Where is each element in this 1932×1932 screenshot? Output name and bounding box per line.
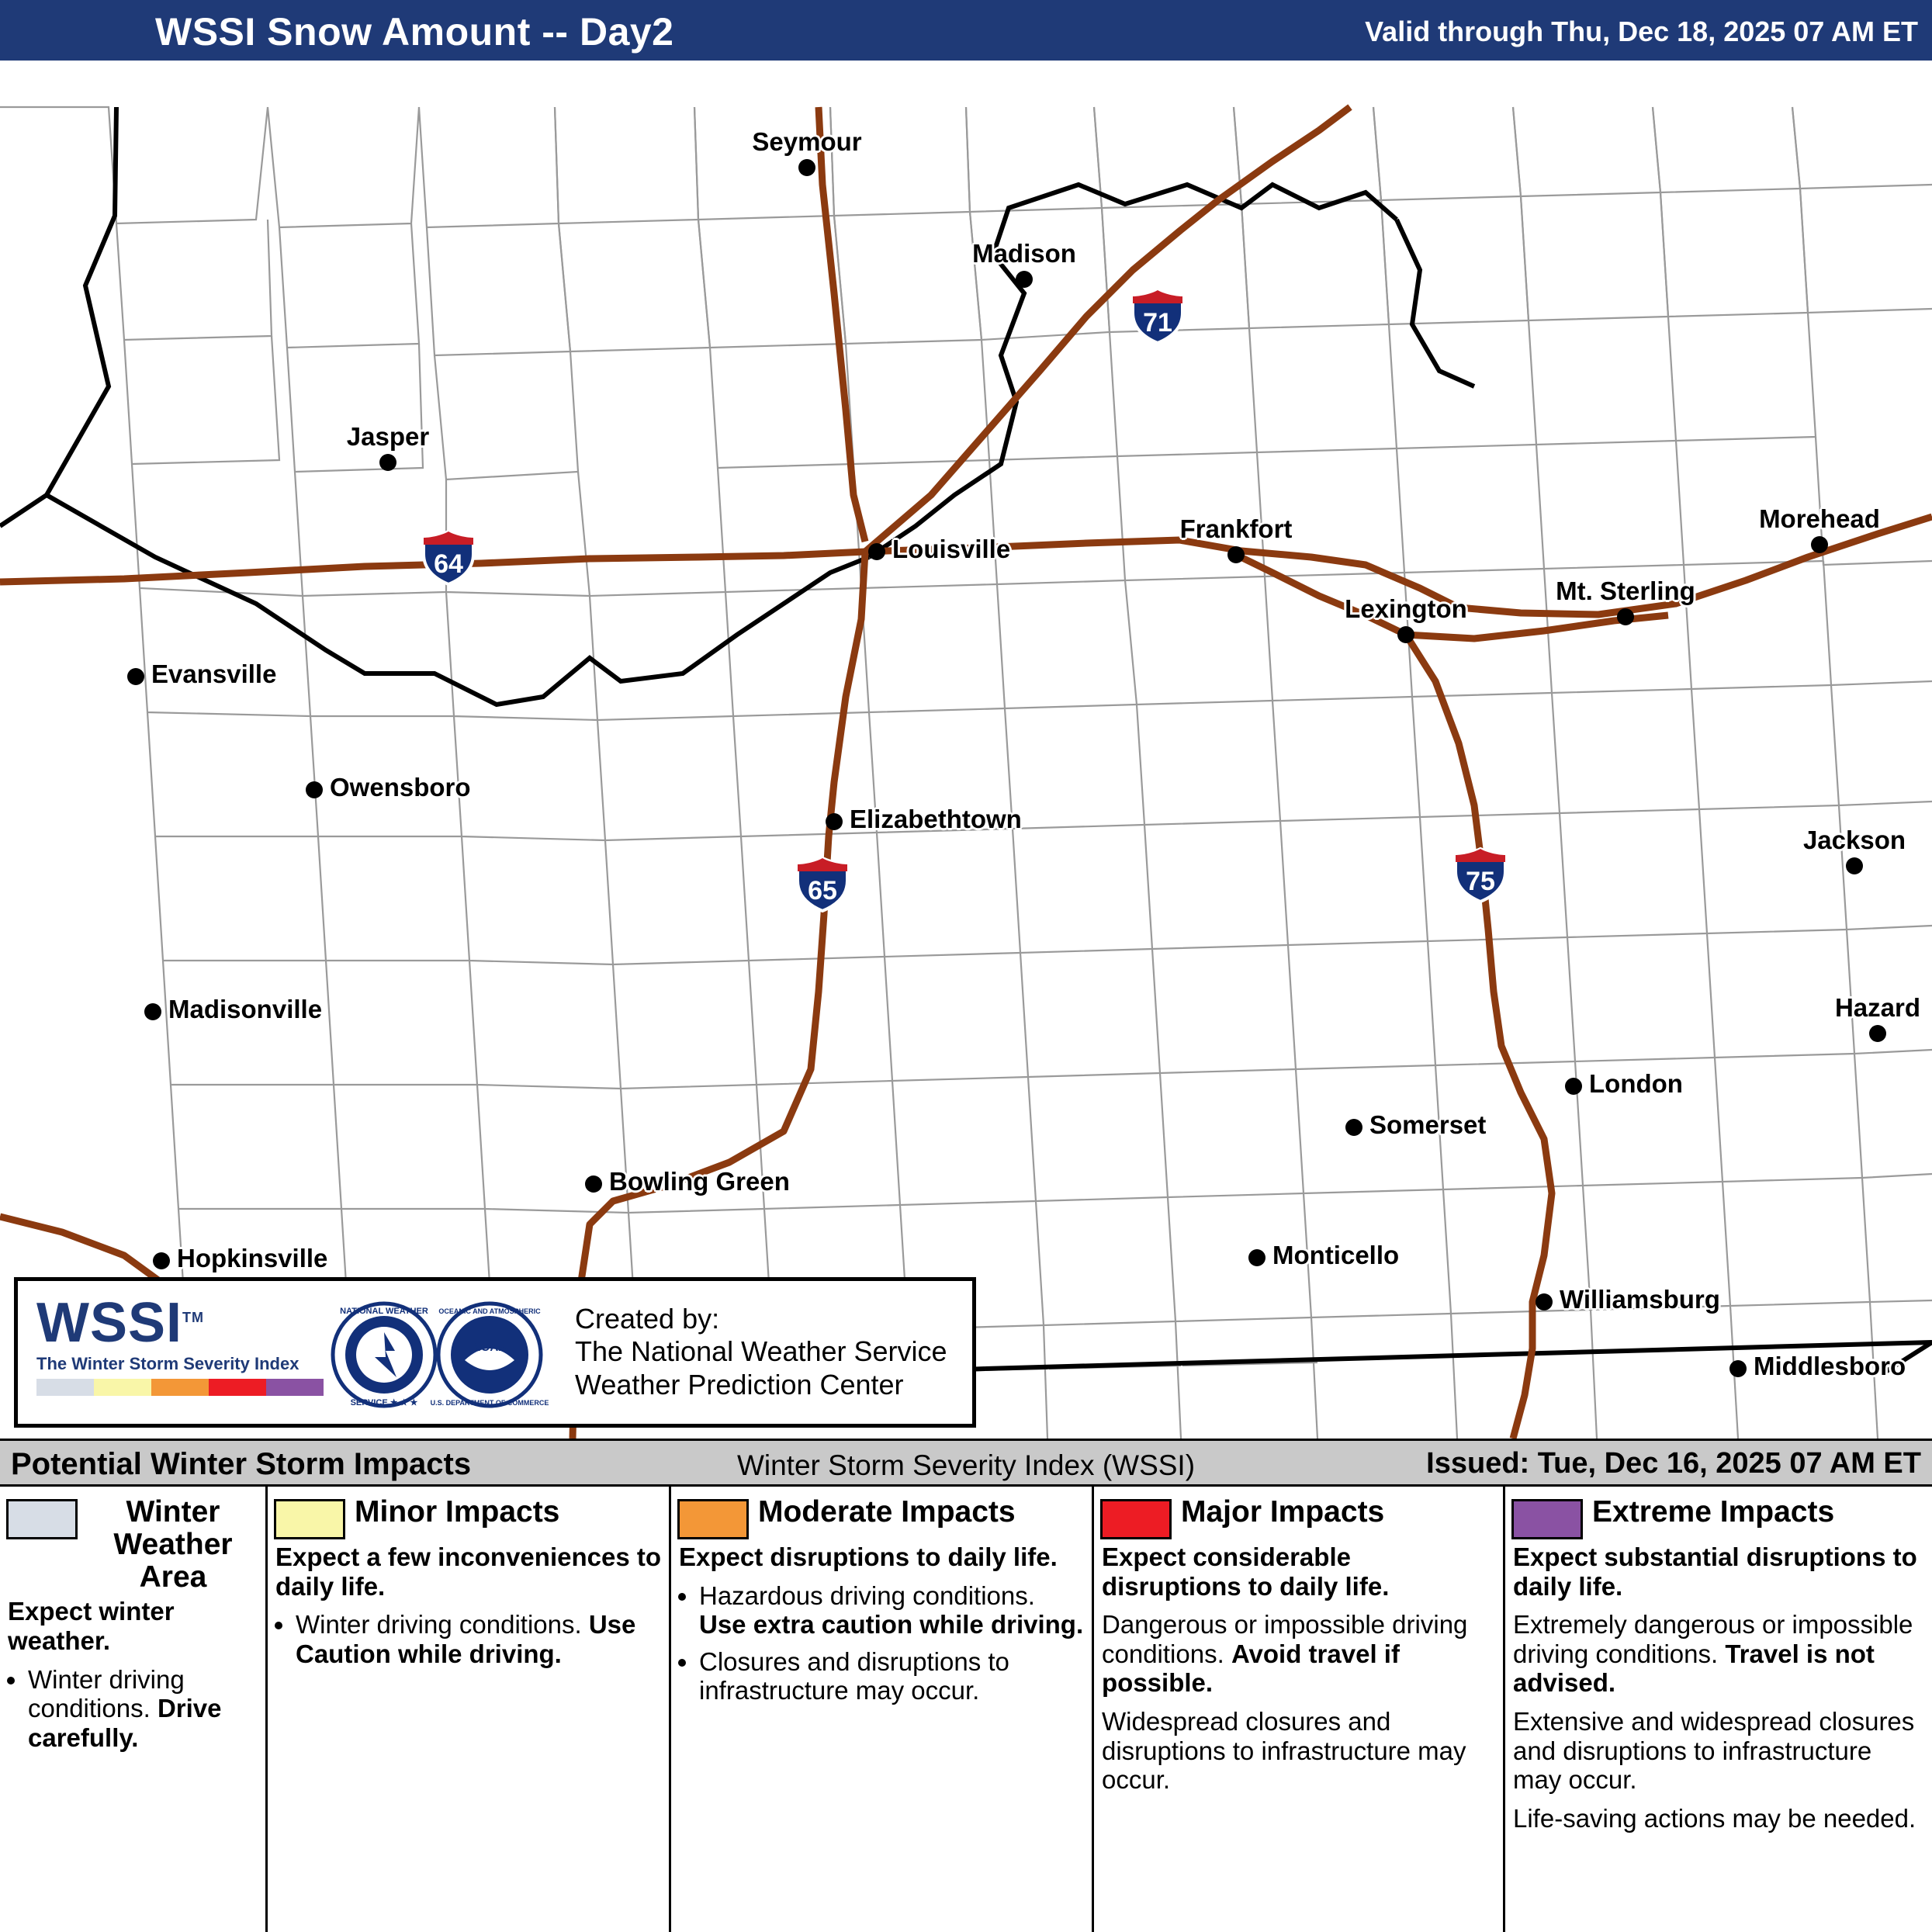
legend-paragraph: Extremely dangerous or impossible driving conditions. Travel is not advised. — [1513, 1610, 1913, 1698]
city-dot — [1016, 271, 1033, 288]
city-dot — [826, 813, 843, 830]
city-label: Monticello — [1272, 1241, 1400, 1269]
impact-legend — [0, 1487, 1932, 1932]
impacts-title-bar — [0, 1439, 1932, 1487]
shield-number: 71 — [1143, 308, 1172, 338]
wssi-logo — [36, 1292, 324, 1396]
city-dot — [1227, 546, 1245, 563]
city-label: Bowling Green — [609, 1167, 790, 1196]
legend-header — [671, 1487, 1092, 1539]
city-dot — [1345, 1119, 1362, 1136]
legend-swatch-winter-weather-area — [6, 1499, 78, 1539]
city-dot — [306, 781, 323, 798]
legend-body — [1505, 1539, 1932, 1833]
city-label: Middlesboro — [1754, 1352, 1906, 1380]
interstate-shield-64[interactable] — [420, 529, 477, 587]
city-label: Hopkinsville — [177, 1244, 328, 1272]
page-title: WSSI Snow Amount -- Day2 — [155, 10, 674, 54]
legend-swatch-minor-impacts — [274, 1499, 345, 1539]
legend-bullet: • Winter driving conditions. Drive carefully. — [28, 1665, 258, 1753]
legend-bullet: • Hazardous driving conditions. Use extra caution while driving. — [699, 1581, 1084, 1639]
city-label: Williamsburg — [1560, 1285, 1720, 1314]
legend-column-major-impacts — [1094, 1487, 1505, 1932]
created-by-line-2: The National Weather Service — [575, 1335, 947, 1368]
city-label: Jasper — [346, 422, 430, 451]
created-by-line-3: Weather Prediction Center — [575, 1368, 904, 1401]
legend-paragraph: Extensive and widespread closures and disruptions to infrastructure may occur. — [1513, 1707, 1915, 1795]
scale-swatch-moderate — [151, 1379, 209, 1396]
city-dot — [153, 1252, 170, 1269]
city-label: Elizabethtown — [850, 805, 1022, 833]
city-label: Louisville — [892, 535, 1011, 563]
legend-heading: Major Impacts — [1181, 1495, 1385, 1529]
city-dot — [1248, 1249, 1265, 1266]
city-label: Hazard — [1834, 993, 1921, 1022]
city-dot — [1536, 1293, 1553, 1311]
city-label: Madisonville — [168, 995, 323, 1023]
legend-lead: Expect substantial disruptions to daily life. — [1513, 1542, 1917, 1601]
city-dot — [798, 159, 815, 176]
scale-swatch-minor — [94, 1379, 151, 1396]
city-label: Lexington — [1345, 594, 1467, 623]
created-by-text — [575, 1303, 947, 1401]
legend-header — [0, 1487, 265, 1594]
trademark-mark: TM — [182, 1310, 205, 1325]
city-dot — [1846, 857, 1863, 874]
city-label: London — [1589, 1069, 1683, 1098]
legend-paragraph: Life-saving actions may be needed. — [1513, 1803, 1916, 1833]
legend-header — [1094, 1487, 1503, 1539]
city-label: Mt. Sterling — [1556, 576, 1695, 605]
legend-body — [1094, 1539, 1503, 1795]
legend-swatch-extreme-impacts — [1511, 1499, 1583, 1539]
wssi-subtitle: Winter Storm Severity Index (WSSI) — [736, 1449, 1196, 1481]
legend-body — [268, 1539, 669, 1668]
legend-bullet: • Closures and disruptions to infrastructure may occur. — [699, 1647, 1084, 1705]
city-dot — [379, 454, 396, 471]
legend-body — [0, 1594, 265, 1752]
city-label: Frankfort — [1179, 514, 1293, 543]
legend-bullet: • Winter driving conditions. Use Caution while driving. — [296, 1610, 661, 1668]
legend-header — [1505, 1487, 1932, 1539]
city-dot — [127, 668, 144, 685]
shield-number: 75 — [1466, 867, 1495, 896]
city-dot — [1729, 1360, 1747, 1377]
city-dot — [1811, 536, 1828, 553]
svg-text:SERVICE ★ ★ ★: SERVICE ★ ★ ★ — [350, 1398, 418, 1407]
legend-heading: Winter Weather Area — [113, 1495, 233, 1594]
city-label: Somerset — [1369, 1110, 1487, 1139]
legend-swatch-moderate-impacts — [677, 1499, 749, 1539]
svg-text:NATIONAL WEATHER: NATIONAL WEATHER — [340, 1307, 428, 1316]
shield-number: 64 — [434, 549, 463, 579]
interstate-shield-71[interactable] — [1129, 288, 1186, 345]
legend-lead: Expect a few inconveniences to daily life. — [275, 1542, 661, 1601]
legend-bullets — [275, 1610, 661, 1668]
issued-text: Issued: Tue, Dec 16, 2025 07 AM ET — [1426, 1447, 1921, 1480]
wssi-credit-box — [14, 1277, 976, 1428]
impacts-heading: Potential Winter Storm Impacts — [11, 1447, 472, 1481]
city-label: Madison — [972, 239, 1076, 268]
map-geography — [0, 61, 1932, 1439]
city-dot — [1617, 608, 1634, 625]
city-dot — [1869, 1025, 1886, 1042]
interstate-shield-75[interactable] — [1452, 847, 1509, 904]
noaa-seal-icon — [431, 1304, 549, 1407]
legend-lead: Expect winter weather. — [8, 1597, 175, 1655]
wssi-wordmark: WSSI™ — [36, 1292, 205, 1354]
legend-lead: Expect disruptions to daily life. — [679, 1542, 1058, 1571]
seal-group-icon — [328, 1297, 561, 1413]
legend-swatch-major-impacts — [1100, 1499, 1172, 1539]
legend-paragraph: Widespread closures and disruptions to infrastructure may occur. — [1102, 1707, 1466, 1795]
scale-swatch-winter-weather — [36, 1379, 94, 1396]
legend-heading: Extreme Impacts — [1592, 1495, 1835, 1529]
legend-paragraph: Dangerous or impossible driving conditions. Avoid travel if possible. — [1102, 1610, 1468, 1698]
header-bar — [0, 0, 1932, 61]
legend-column-winter-weather-area — [0, 1487, 268, 1932]
legend-column-minor-impacts — [268, 1487, 671, 1932]
city-label: Owensboro — [330, 773, 471, 802]
legend-body — [671, 1539, 1092, 1705]
interstate-shield-65[interactable] — [794, 856, 851, 913]
map-canvas[interactable] — [0, 61, 1932, 1439]
legend-heading: Minor Impacts — [355, 1495, 560, 1529]
wssi-tagline: The Winter Storm Severity Index — [36, 1354, 299, 1373]
agency-seals — [328, 1297, 561, 1413]
scale-swatch-major — [209, 1379, 266, 1396]
legend-bullets — [679, 1581, 1084, 1705]
legend-column-moderate-impacts — [671, 1487, 1094, 1932]
shield-number: 65 — [808, 876, 837, 905]
legend-header — [268, 1487, 669, 1539]
wssi-color-scale — [36, 1379, 324, 1396]
legend-bullets — [8, 1665, 258, 1753]
valid-through-text: Valid through Thu, Dec 18, 2025 07 AM ET — [1365, 16, 1918, 47]
svg-text:OCEANIC AND ATMOSPHERIC: OCEANIC AND ATMOSPHERIC — [438, 1307, 541, 1315]
legend-lead: Expect considerable disruptions to daily life. — [1102, 1542, 1390, 1601]
svg-text:NOAA: NOAA — [472, 1341, 507, 1354]
city-label: Jackson — [1802, 826, 1906, 854]
city-dot — [585, 1175, 602, 1193]
created-by-line-1: Created by: — [575, 1303, 720, 1335]
city-label: Morehead — [1759, 504, 1880, 533]
city-dot — [1565, 1078, 1582, 1095]
city-label: Evansville — [151, 660, 277, 688]
scale-swatch-extreme — [266, 1379, 324, 1396]
legend-heading: Moderate Impacts — [758, 1495, 1016, 1529]
legend-column-extreme-impacts — [1505, 1487, 1932, 1932]
svg-text:U.S. DEPARTMENT OF COMMERCE: U.S. DEPARTMENT OF COMMERCE — [430, 1399, 549, 1407]
city-dot — [868, 543, 885, 560]
city-dot — [1397, 626, 1414, 643]
nws-seal-icon — [333, 1304, 435, 1407]
city-label: Seymour — [752, 127, 862, 156]
city-dot — [144, 1003, 161, 1020]
